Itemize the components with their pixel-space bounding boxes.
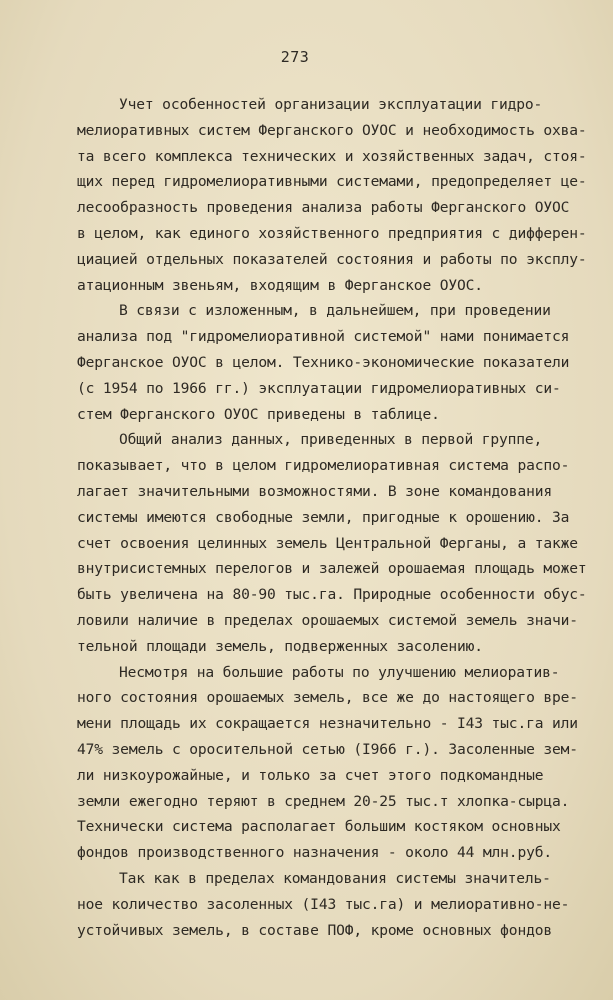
text-line: атационным звеньям, входящим в Ферганское ОУОС. <box>77 276 483 294</box>
page-number: 273 <box>280 48 310 66</box>
text-line: показывает, что в целом гидромелиоративная система распо- <box>77 457 570 475</box>
text-line: устойчивых земель, в составе ПОФ, кроме основных фондов <box>77 921 552 939</box>
text-line: мелиоративных систем Ферганского ОУОС и необходимость охва- <box>77 121 587 139</box>
text-line: фондов производственного назначения - около 44 млн.руб. <box>77 844 552 862</box>
text-line: (с 1954 по 1966 гг.) эксплуатации гидромелиоративных си- <box>77 379 561 397</box>
text-line: земли ежегодно теряют в среднем 20-25 тыс.т хлопка-сырца. <box>77 792 570 810</box>
text-line: щих перед гидромелиоративными системами, предопределяет це- <box>77 173 587 191</box>
text-line: 47% земель с оросительной сетью (I966 г.). Засоленные зем- <box>77 740 578 758</box>
paragraph <box>77 660 597 866</box>
text-line: ловили наличие в пределах орошаемых системой земель значи- <box>77 611 578 629</box>
text-line: мени площадь их сокращается незначительно - I43 тыс.га или <box>77 715 578 733</box>
text-line: циацией отдельных показателей состояния и работы по эксплу- <box>77 250 587 268</box>
text-line: внутрисистемных перелогов и залежей орошаемая площадь может <box>77 560 587 578</box>
paragraph <box>77 298 597 427</box>
paragraph <box>77 427 597 659</box>
text-line: стем Ферганского ОУОС приведены в таблице. <box>77 405 440 423</box>
text-line: в целом, как единого хозяйственного предприятия с дифферен- <box>77 224 587 242</box>
text-line: Так как в пределах командования системы значитель- <box>119 869 551 887</box>
text-line: В связи с изложенным, в дальнейшем, при проведении <box>119 302 551 320</box>
text-line: счет освоения целинных земель Центральной Ферганы, а также <box>77 534 578 552</box>
text-line: ли низкоурожайные, и только за счет этого подкомандные <box>77 766 544 784</box>
paragraph <box>77 92 597 298</box>
text-line: тельной площади земель, подверженных засолению. <box>77 637 483 655</box>
text-line: быть увеличена на 80-90 тыс.га. Природные особенности обус- <box>77 586 587 604</box>
body-text <box>77 92 597 943</box>
text-line: Технически система располагает большим костяком основных <box>77 818 561 836</box>
text-line: Общий анализ данных, приведенных в первой группе, <box>119 431 543 449</box>
text-line: Учет особенностей организации эксплуатации гидро- <box>119 96 543 113</box>
text-line: та всего комплекса технических и хозяйственных задач, стоя- <box>77 147 587 165</box>
text-line: лесообразность проведения анализа работы Ферганского ОУОС <box>77 199 570 217</box>
text-line: Ферганское ОУОС в целом. Технико-экономические показатели <box>77 353 570 371</box>
text-line: ного состояния орошаемых земель, все же до настоящего вре- <box>77 689 578 707</box>
text-line: Несмотря на большие работы по улучшению мелиоратив- <box>119 663 560 681</box>
text-line: ное количество засоленных (I43 тыс.га) и мелиоративно-не- <box>77 895 570 913</box>
text-line: системы имеются свободные земли, пригодные к орошению. За <box>77 508 570 526</box>
text-line: анализа под "гидромелиоративной системой" нами понимается <box>77 328 570 346</box>
paragraph <box>77 866 597 943</box>
text-line: лагает значительными возможностями. В зоне командования <box>77 482 552 500</box>
